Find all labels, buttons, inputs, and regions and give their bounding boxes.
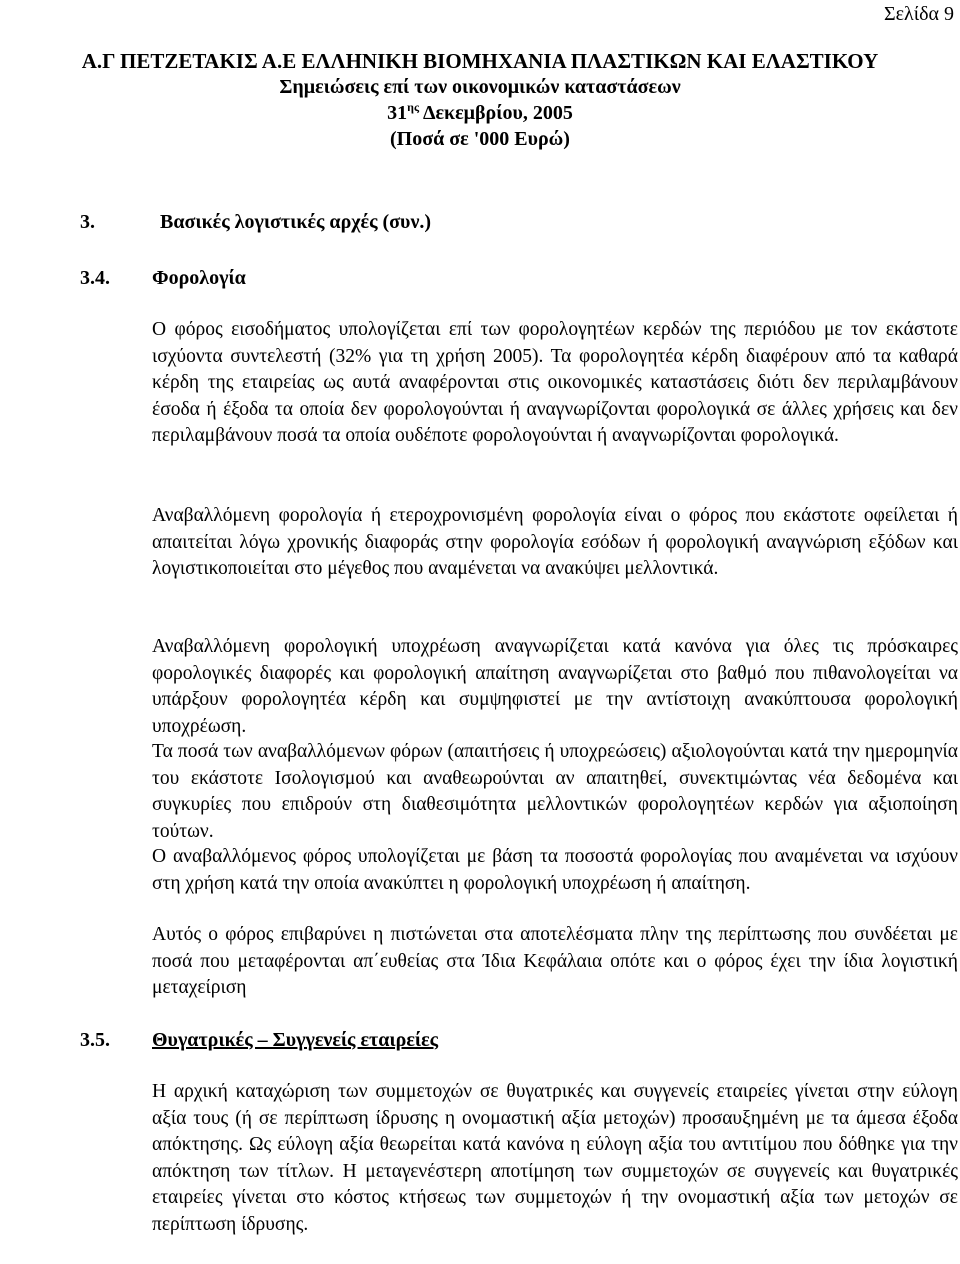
report-date-rest: Δεκεμβρίου, 2005 [422, 102, 573, 124]
subsection-title: Θυγατρικές – Συγγενείς εταιρείες [152, 1029, 439, 1051]
section-number: 3. [80, 211, 95, 233]
subsection-title: Φορολογία [152, 267, 246, 289]
currency-note: (Ποσά σε '000 Ευρώ) [390, 128, 570, 150]
report-date-suffix: ης [407, 100, 420, 114]
page-number: Σελίδα 9 [883, 3, 954, 25]
company-name: Α.Γ ΠΕΤΖΕΤΑΚΙΣ Α.Ε ΕΛΛΗΝΙΚΗ ΒΙΟΜΗΧΑΝΙΑ ΠΛΑΣΤΙΚΩΝ ΚΑΙ ΕΛΑΣΤΙΚΟΥ [81, 49, 879, 73]
subsection-number: 3.4. [80, 267, 110, 289]
paragraph: Αυτός ο φόρος επιβαρύνει η πιστώνεται στα αποτελέσματα πλην της περίπτωσης που συνδέεται με ποσά που μεταφέρονται απ΄ευθείας στα Ίδια Κεφάλαια οπότε και ο φόρος έχει την ίδια λογιστική μεταχείριση [152, 924, 958, 998]
subsection-heading-taxation [80, 266, 246, 290]
subsection-heading-subsidiaries [80, 1028, 438, 1052]
section-title: Βασικές λογιστικές αρχές (συν.) [160, 211, 432, 233]
paragraph: Η αρχική καταχώριση των συμμετοχών σε θυγατρικές και συγγενείς εταιρείες γίνεται στην εύλογη αξία τους (ή σε περίπτωση ίδρυσης η ονομαστική αξία μετοχών) προσαυξημένη με τα άμεσα έξοδα απόκτησης. Ως εύλογη αξία θεωρείται κατά κανόνα η εύλογη αξία του αντιτίμου που δόθηκε για την απόκτηση των τίτλων. Η μεταγενέστερη αποτίμηση των συμμετοχών σε συγγενείς και θυγατρικές εταιρείες γίνεται στο κόστος κτήσεως των συμμετοχών ή την ονομαστική αξία των μετοχών σε περίπτωση ίδρυσης. [152, 1081, 958, 1235]
section-heading [80, 210, 431, 234]
paragraph: Αναβαλλόμενη φορολογία ή ετεροχρονισμένη φορολογία είναι ο φόρος που εκάστοτε οφείλεται ή απαιτείται λόγω χρονικής διαφοράς στην φορολογία εσόδων ή φορολογική αναγνώριση εξόδων και λογιστικοποιείται στο μέγεθος που αναμένεται να ανακύψει μελλοντικά. [152, 505, 958, 579]
notes-subtitle: Σημειώσεις επί των οικονομικών καταστάσεων [279, 76, 681, 98]
paragraph: Ο φόρος εισοδήματος υπολογίζεται επί των φορολογητέων κερδών της περιόδου με τον εκάστοτε ισχύοντα συντελεστή (32% για τη χρήση 2005). Τα φορολογητέα κέρδη διαφέρουν από τα καθαρά κέρδη της εταιρείας ως αυτά αναφέρονται στις οικονομικές καταστάσεις διότι δεν περιλαμβάνουν έσοδα ή έξοδα τα οποία δεν φορολογούνται ή αναγνωρίζονται φορολογικά σε άλλες χρήσεις και δεν περιλαμβάνουν ποσά τα οποία ουδέποτε φορολογούνται ή αναγνωρίζονται φορολογικά. [152, 319, 958, 446]
paragraph: Αναβαλλόμενη φορολογική υποχρέωση αναγνωρίζεται κατά κανόνα για όλες τις πρόσκαιρες φορολογικές διαφορές και φορολογική απαίτηση αναγνωρίζεται στο βαθμό που πιθανολογείται να υπάρξουν φορολογητέα κέρδη και συμψηφιστεί με την αντίστοιχη ανακύπτουσα φορολογική υποχρέωση. [152, 636, 958, 737]
paragraph: Ο αναβαλλόμενος φόρος υπολογίζεται με βάση τα ποσοστά φορολογίας που αναμένεται να ισχύουν στη χρήση κατά την οποία ανακύπτει η φορολογική υποχρέωση ή απαίτηση. [152, 846, 958, 894]
report-date-day: 31 [387, 102, 408, 124]
document-header [0, 48, 960, 152]
report-date [0, 100, 960, 126]
subsection-number: 3.5. [80, 1029, 110, 1051]
paragraph: Τα ποσά των αναβαλλόμενων φόρων (απαιτήσεις ή υποχρεώσεις) αξιολογούνται κατά την ημερομηνία του εκάστοτε Ισολογισμού και αναθεωρούνται αν απαιτηθεί, συνεκτιμώντας νέα δεδομένα και συγκυρίες που επιδρούν στη διαθεσιμότητα μελλοντικών φορολογητέων κερδών για αξιοποίηση τούτων. [152, 741, 958, 842]
